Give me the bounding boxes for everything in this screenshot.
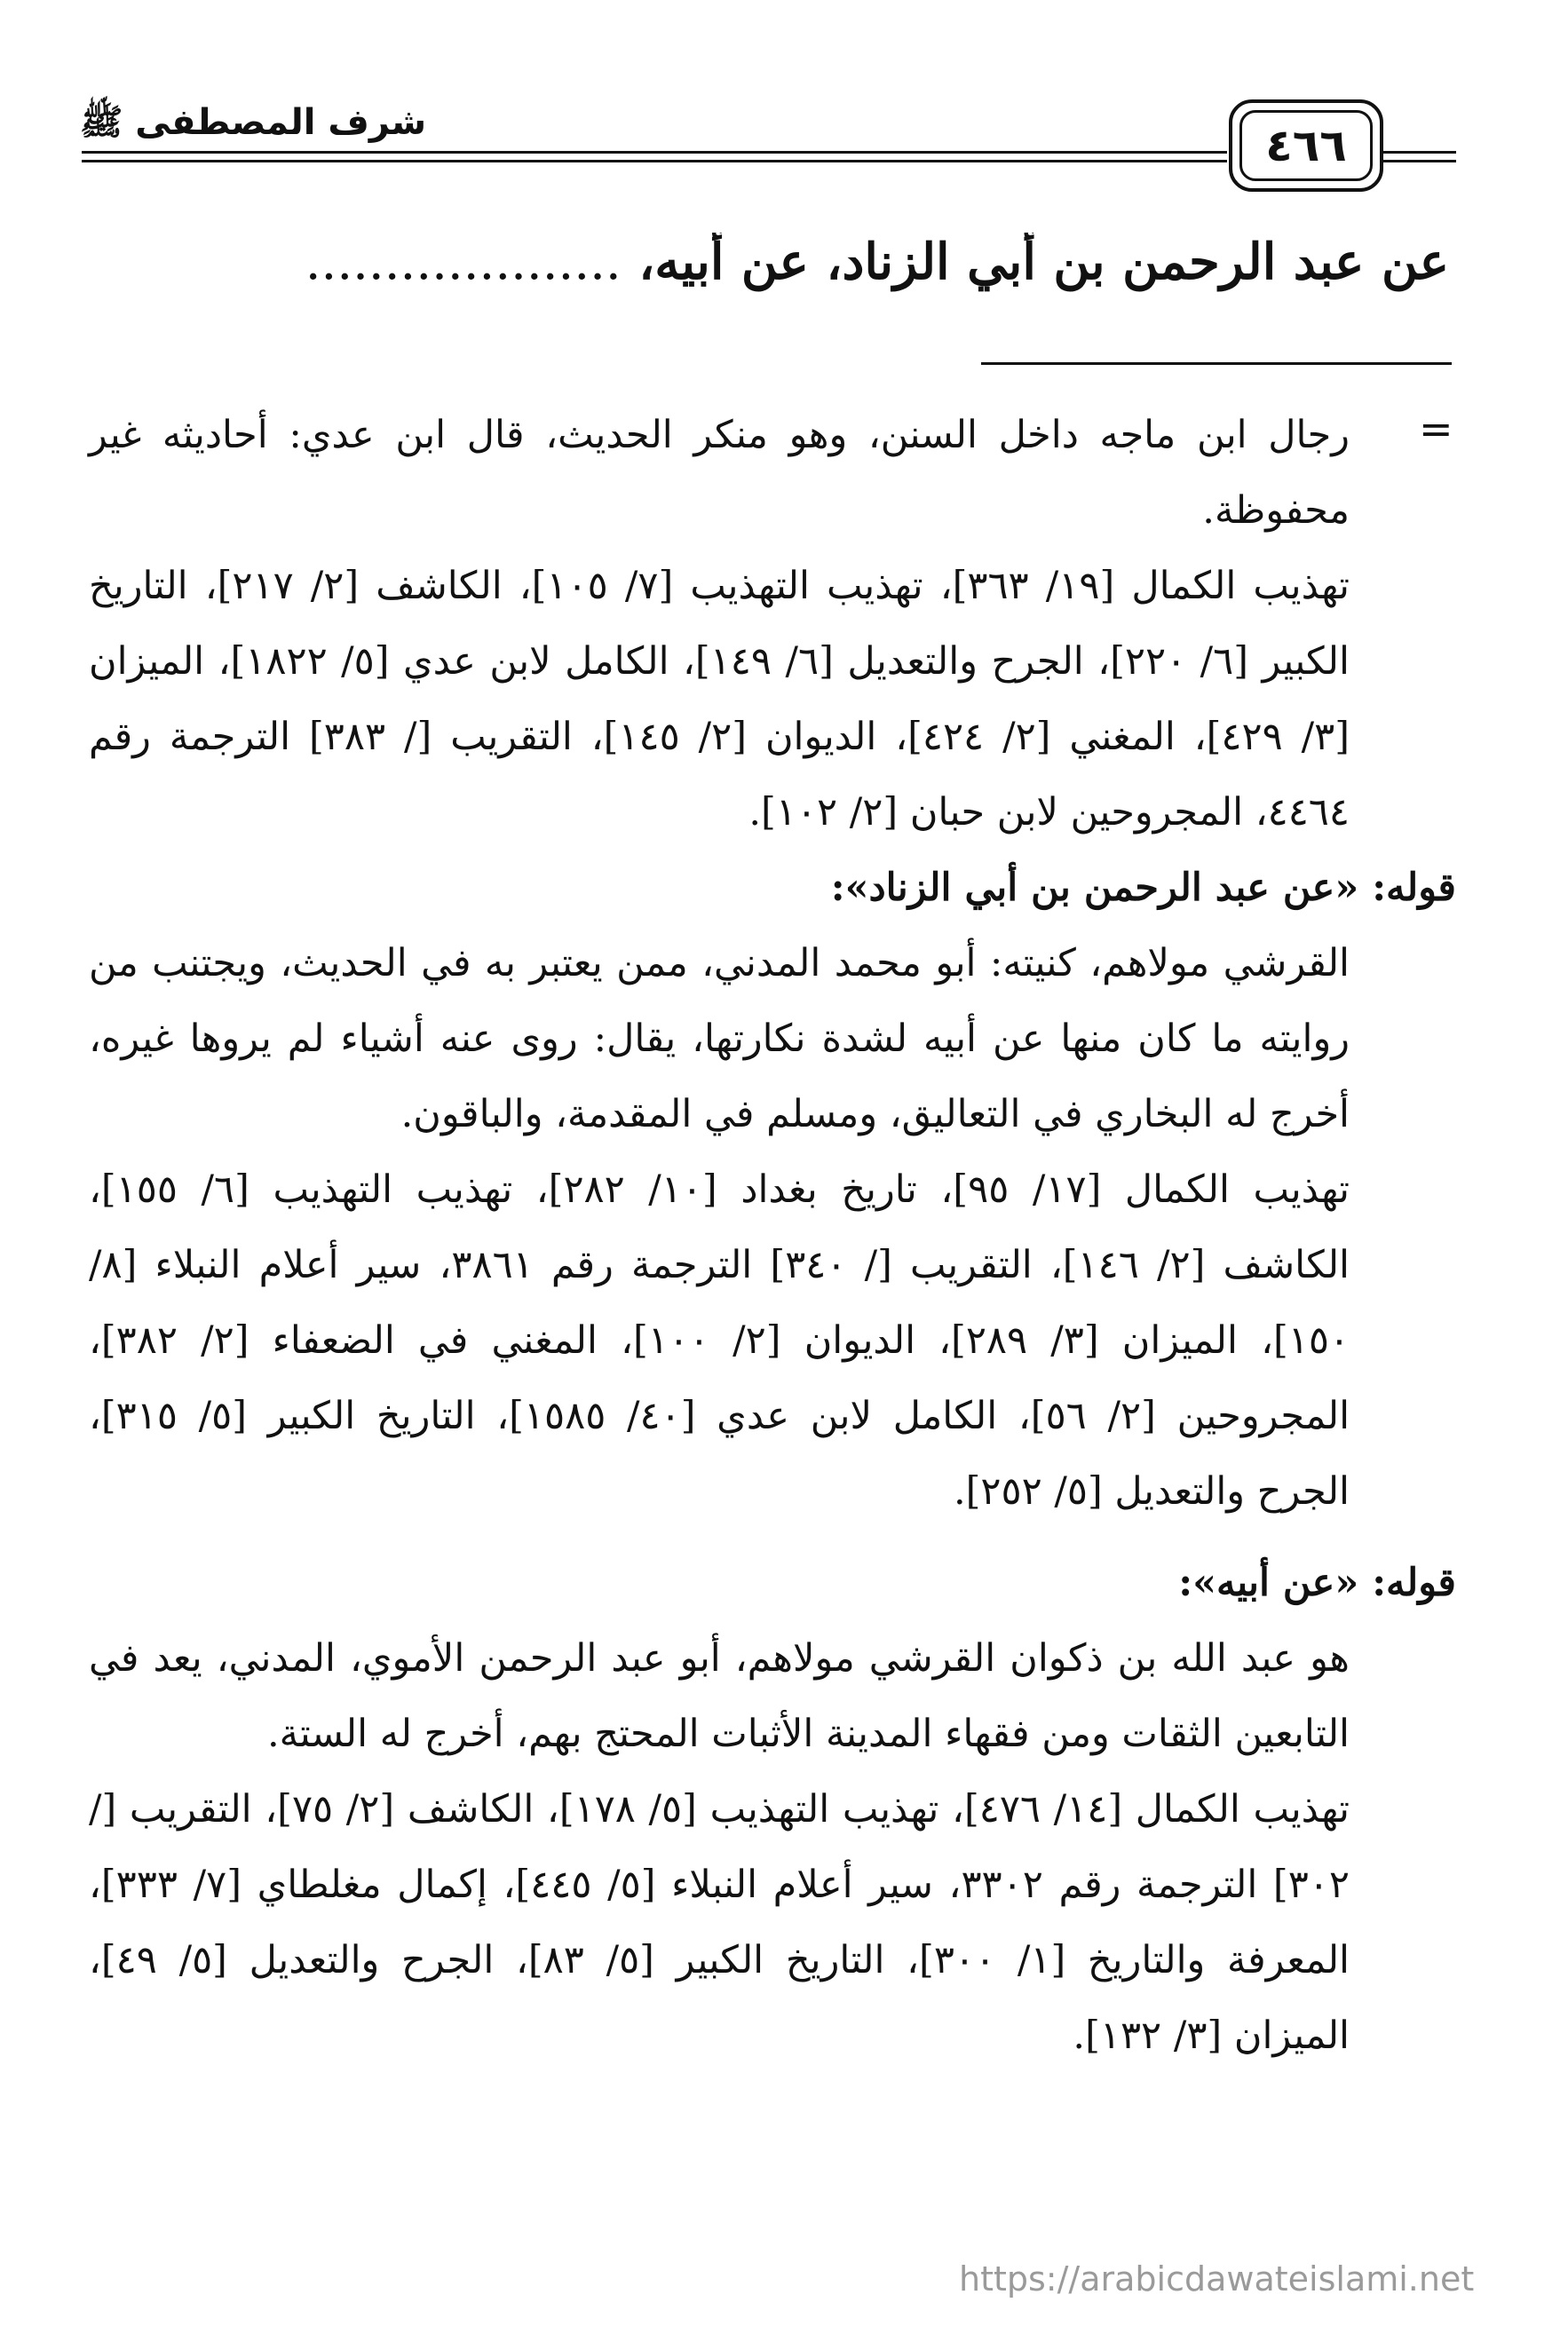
main-text-line	[82, 233, 1449, 292]
running-book-title: شرف المصطفى ﷺ	[80, 102, 427, 143]
footnote-paragraph: رجال ابن ماجه داخل السنن، وهو منكر الحديث، قال ابن عدي: أحاديثه غير محفوظة.	[89, 413, 1350, 533]
footnote-paragraph: تهذيب الكمال [١٧/ ٩٥]، تاريخ بغداد [١٠/ ٢٨٢]، تهذيب التهذيب [٦/ ١٥٥]، الكاشف [٢/ ١٤٦]، التقريب [/ ٣٤٠] الترجمة رقم ٣٨٦١، سير أعلام النبلاء [٨/ ١٥٠]، الميزان [٣/ ٢٨٩]، الديوان [٢/ ١٠٠]، المغني في الضعفاء [٢/ ٣٨٢]، المجروحين [٢/ ٥٦]، الكامل لابن عدي [٤٠/ ١٥٨٥]، التاريخ الكبير [٥/ ٣١٥]، الجرح والتعديل [٥/ ٢٥٢].	[89, 1167, 1350, 1514]
heading-text: «عن أبيه»:	[1178, 1561, 1359, 1605]
header-rule	[1383, 151, 1456, 154]
footnote-paragraph: القرشي مولاهم، كنيته: أبو محمد المدني، ممن يعتبر به في الحديث، ويجتنب من روايته ما كان منها عن أبيه لشدة نكارتها، يقال: روى عنه أشياء لم يروها غيره، أخرج له البخاري في التعاليق، ومسلم في المقدمة، والباقون.	[89, 941, 1350, 1136]
main-text: عن عبد الرحمن بن أبي الزناد، عن أبيه،	[638, 233, 1449, 291]
footnote-paragraph: تهذيب الكمال [١٤/ ٤٧٦]، تهذيب التهذيب [٥/ ١٧٨]، الكاشف [٢/ ٧٥]، التقريب [/ ٣٠٢] الترجمة رقم ٣٣٠٢، سير أعلام النبلاء [٥/ ٤٤٥]، إكمال مغلطاي [٧/ ٣٣٣]، المعرفة والتاريخ [١/ ٣٠٠]، التاريخ الكبير [٥/ ٨٣]، الجرح والتعديل [٥/ ٤٩]، الميزان [٣/ ١٣٢].	[89, 1787, 1350, 2058]
main-text-dots: ....................	[305, 233, 622, 291]
footnote-paragraph: هو عبد الله بن ذكوان القرشي مولاهم، أبو عبد الرحمن الأموي، المدني، يعد في التابعين الثقات ومن فقهاء المدينة الأثبات المحتج بهم، أخرج له الستة.	[89, 1636, 1350, 1756]
footnote-heading	[89, 851, 1456, 926]
header-rule	[82, 151, 1227, 154]
footnote-body	[89, 398, 1456, 2074]
footnote-paragraph: تهذيب الكمال [١٩/ ٣٦٣]، تهذيب التهذيب [٧/ ١٠٥]، الكاشف [٢/ ٢١٧]، التاريخ الكبير [٦/ ٢٢٠]، الجرح والتعديل [٦/ ١٤٩]، الكامل لابن عدي [٥/ ١٨٢٢]، الميزان [٣/ ٤٢٩]، المغني [٢/ ٤٢٤]، الديوان [٢/ ١٤٥]، التقريب [/ ٣٨٣] الترجمة رقم ٤٤٦٤، المجروحين لابن حبان [٢/ ١٠٢].	[89, 564, 1350, 835]
header-rule	[82, 160, 1227, 162]
page-number: ٤٦٦	[1239, 110, 1373, 181]
page-number-frame	[1229, 99, 1383, 192]
heading-label: قوله:	[1372, 866, 1456, 910]
heading-text: «عن عبد الرحمن بن أبي الزناد»:	[830, 866, 1359, 910]
heading-label: قوله:	[1372, 1561, 1456, 1605]
footnote-separator	[981, 362, 1452, 365]
footnote-continuation-marker: =	[1419, 405, 1453, 453]
source-watermark: https://arabicdawateislami.net	[959, 2259, 1475, 2298]
footnote-heading	[89, 1546, 1456, 1621]
header-rule	[1383, 160, 1456, 162]
